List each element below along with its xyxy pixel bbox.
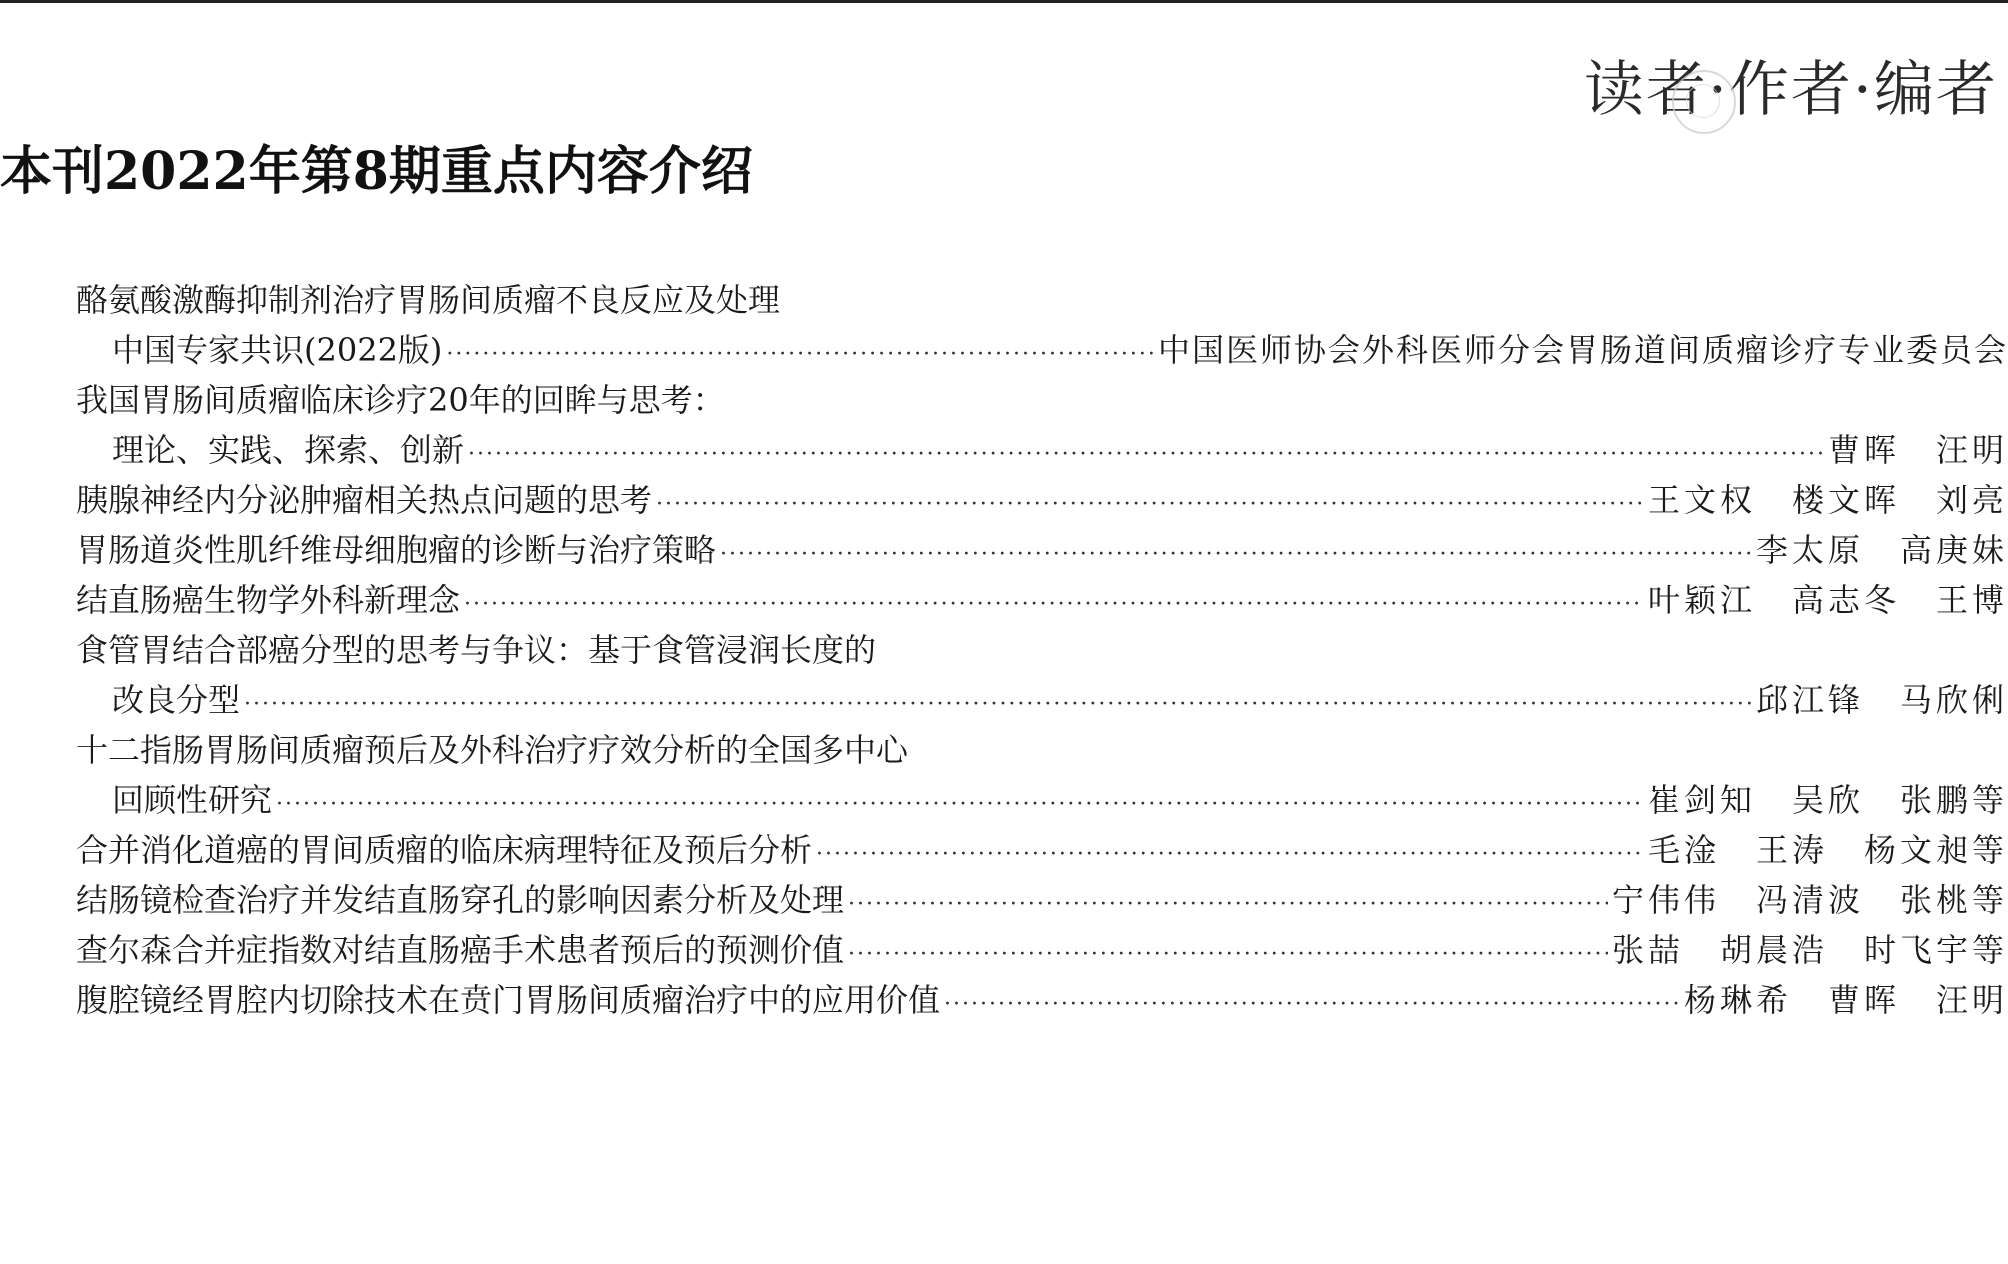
toc-entry-continuation: 中国专家共识(2022版) (112, 331, 443, 369)
toc-entry-lead-line[interactable] (76, 478, 2008, 522)
toc-entry-authors: 曹晖 汪明 (1827, 431, 2008, 469)
toc-entry-title: 酪氨酸激酶抑制剂治疗胃肠间质瘤不良反应及处理 (76, 281, 781, 319)
dot-leader (468, 433, 1824, 477)
toc-entry-authors: 中国医师协会外科医师分会胃肠道间质瘤诊疗专业委员会 (1157, 331, 2008, 369)
toc-entry-authors: 叶颖江 高志冬 王博 (1647, 581, 2008, 619)
dot-leader (720, 533, 1752, 577)
toc-entry-title: 查尔森合并症指数对结直肠癌手术患者预后的预测价值 (76, 931, 845, 969)
toc-entry-title: 十二指肠胃肠间质瘤预后及外科治疗疗效分析的全国多中心 (76, 731, 909, 769)
toc-entry-authors: 毛淦 王涛 杨文昶等 (1647, 831, 2008, 869)
toc-entry-title: 我国胃肠间质瘤临床诊疗20年的回眸与思考： (76, 381, 725, 419)
dot-leader (848, 883, 1608, 927)
top-rule (0, 0, 2008, 3)
toc-entry-title: 胃肠道炎性肌纤维母细胞瘤的诊断与治疗策略 (76, 531, 717, 569)
toc-entry-lead-line[interactable] (112, 428, 2008, 472)
dot-leader (446, 333, 1154, 377)
toc-entry-title: 结肠镜检查治疗并发结直肠穿孔的影响因素分析及处理 (76, 881, 845, 919)
toc-entry-continuation: 回顾性研究 (112, 781, 273, 819)
dot-leader (848, 933, 1608, 977)
toc-entry-authors: 张喆 胡晨浩 时飞宇等 (1611, 931, 2008, 969)
toc-entry-continuation: 改良分型 (112, 681, 241, 719)
toc-entry-lead-line[interactable] (76, 578, 2008, 622)
toc-entry-authors: 王文权 楼文晖 刘亮 (1647, 481, 2008, 519)
toc-entry-title: 食管胃结合部癌分型的思考与争议：基于食管浸润长度的 (76, 631, 877, 669)
toc-entry-title: 胰腺神经内分泌肿瘤相关热点问题的思考 (76, 481, 653, 519)
toc-entry-title: 腹腔镜经胃腔内切除技术在贲门胃肠间质瘤治疗中的应用价值 (76, 981, 941, 1019)
toc-entry-authors: 邱江锋 马欣俐 (1755, 681, 2008, 719)
toc-entry-authors: 宁伟伟 冯清波 张桃等 (1611, 881, 2008, 919)
toc-entry-lead-line[interactable] (76, 978, 2008, 1022)
page-title: 本刊2022年第8期重点内容介绍 (0, 141, 753, 202)
toc-entry-lead-line[interactable] (76, 878, 2008, 922)
toc-entry-lead-line[interactable] (112, 328, 2008, 372)
dot-leader (464, 583, 1644, 627)
dot-leader (276, 783, 1644, 827)
toc-entry-authors: 李太原 高庚妹 (1755, 531, 2008, 569)
toc-entry-lead-line[interactable] (76, 928, 2008, 972)
toc-entry-authors: 崔剑知 吴欣 张鹏等 (1647, 781, 2008, 819)
toc-entry-title: 合并消化道癌的胃间质瘤的临床病理特征及预后分析 (76, 831, 813, 869)
toc-entry-lead-line[interactable] (76, 828, 2008, 872)
toc-entry-continuation: 理论、实践、探索、创新 (112, 431, 465, 469)
toc-entry-title-line[interactable] (76, 378, 725, 422)
toc-entry-lead-line[interactable] (76, 528, 2008, 572)
dot-leader (816, 833, 1644, 877)
toc-entry-title-line[interactable] (76, 628, 876, 672)
toc-entry-authors: 杨琳希 曹晖 汪明 (1683, 981, 2008, 1019)
dot-leader (656, 483, 1644, 527)
dot-leader (944, 983, 1680, 1027)
toc-entry-title-line[interactable] (76, 728, 908, 772)
section-label: 读者·作者·编者 (1583, 55, 1998, 125)
toc-entry-lead-line[interactable] (112, 778, 2008, 822)
toc-entry-title: 结直肠癌生物学外科新理念 (76, 581, 461, 619)
watermark-seal-icon (1672, 70, 1736, 134)
toc-entry-lead-line[interactable] (112, 678, 2008, 722)
toc-entry-title-line[interactable] (76, 278, 780, 322)
dot-leader (244, 683, 1752, 727)
